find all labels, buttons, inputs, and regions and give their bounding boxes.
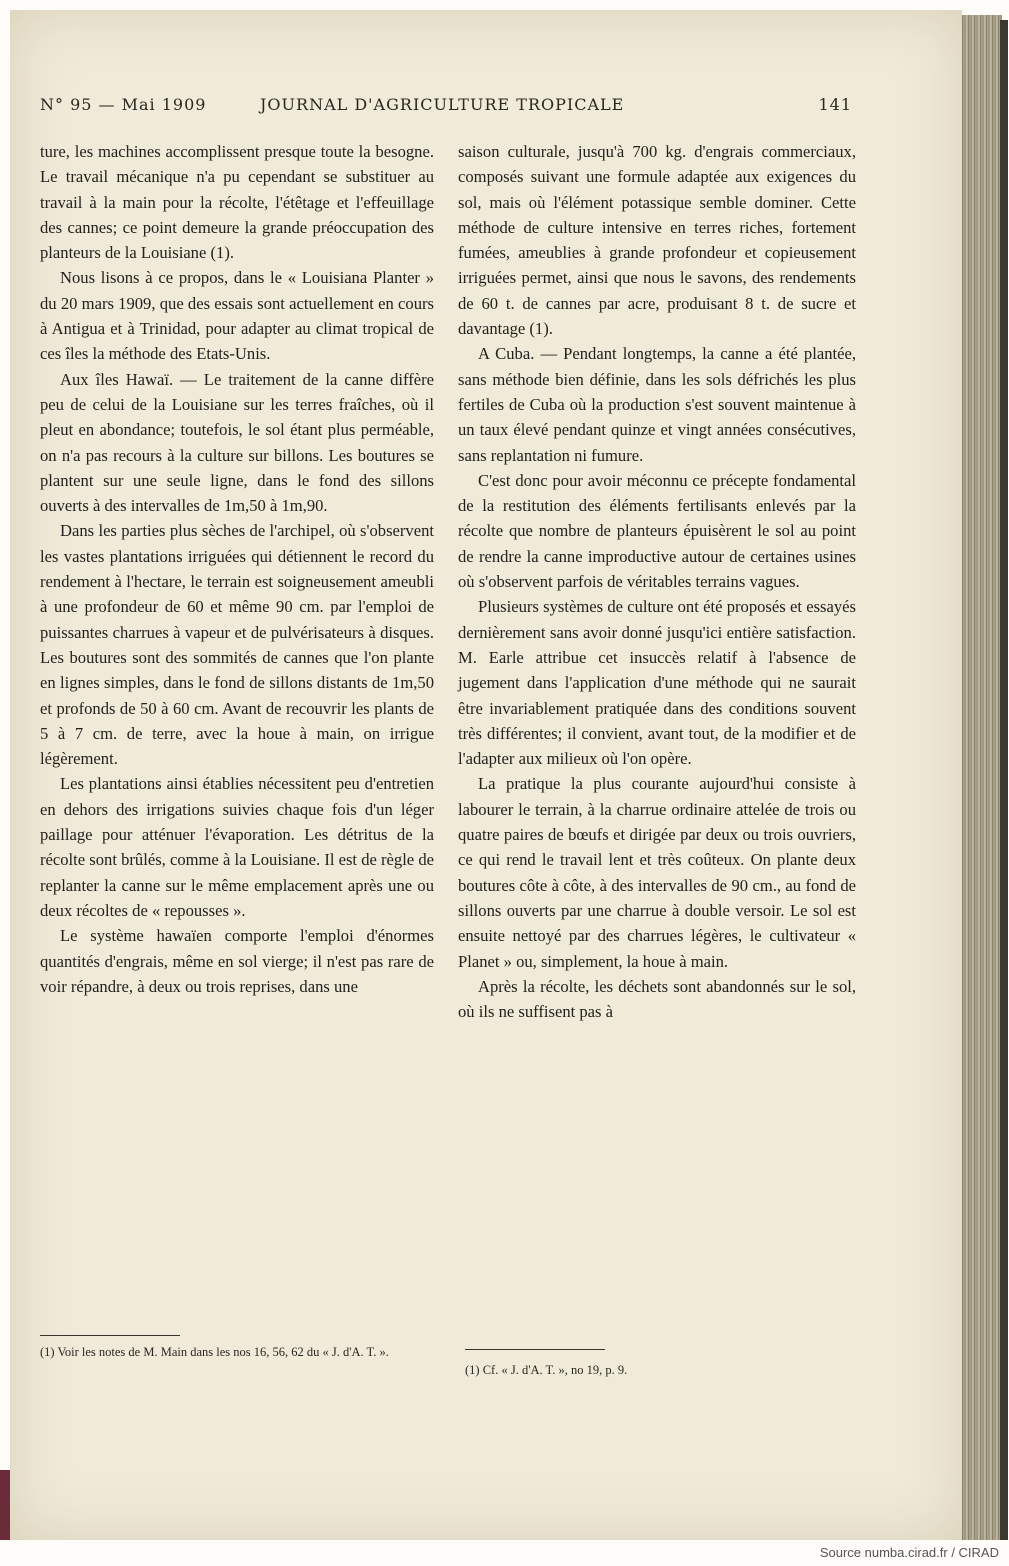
- footnote-left: (1) Voir les notes de M. Main dans les nos 16, 56, 62 du « J. d'A. T. ».: [40, 1345, 389, 1359]
- running-header: [40, 95, 852, 119]
- source-credit: Source numba.cirad.fr / CIRAD: [819, 1545, 999, 1560]
- paragraph: Le système hawaïen comporte l'emploi d'énormes quantités d'engrais, même en sol vierge; il n'est pas rare de voir répandre, à deux ou trois reprises, dans une: [40, 926, 434, 996]
- paragraph: Plusieurs systèmes de culture ont été proposés et essayés dernièrement sans avoir donné jusqu'ici entière satisfaction. M. Earle attribue cet insuccès relatif à l'absence de jugement dans l'application d'une méthode qui ne saurait être invariablement pratiquée dans des conditions souvent très différentes; il convient, avant tout, de la modifier et de l'adapter aux milieux où l'on opère.: [458, 597, 856, 769]
- paragraph: Aux îles Hawaï. — Le traitement de la canne diffère peu de celui de la Louisiane sur les terres fraîches, où il pleut en abondance; toutefois, le sol étant plus perméable, on n'a pas recours à la culture sur billons. Les boutures se plantent sur une seule ligne, dans le fond des sillons ouverts à des intervalles de 1m,50 à 1m,90.: [40, 369, 434, 516]
- paragraph: C'est donc pour avoir méconnu ce précepte fondamental de la restitution des éléments fertilisants enlevés par la récolte que nombre de planteurs épuisèrent le sol au point de rendre la canne improductive autour de certaines usines où s'observent parfois de véritables terrains vagues.: [458, 470, 856, 592]
- page-edge: [962, 15, 1002, 1540]
- book-cover-edge: [1000, 20, 1008, 1540]
- paragraph: Après la récolte, les déchets sont abandonnés sur le sol, où ils ne suffisent pas à: [458, 976, 856, 1022]
- paragraph: Nous lisons à ce propos, dans le « Louisiana Planter » du 20 mars 1909, que des essais sont actuellement en cours à Antigua et à Trinidad, pour adapter au climat tropical de ces îles la méthode des Etats-Unis.: [40, 268, 434, 364]
- paragraph: ture, les machines accomplissent presque toute la besogne. Le travail mécanique n'a pu cependant se substituer au travail à la main pour la récolte, l'étêtage et l'effeuillage des cannes; ce point demeure la grande préoccupation des planteurs de la Louisiane (1).: [40, 142, 434, 263]
- paragraph: A Cuba. — Pendant longtemps, la canne a été plantée, sans méthode bien définie, dans les sols défrichés les plus fertiles de Cuba où la production s'est souvent maintenue à un taux élevé pendant quinze et vingt années consécutives, sans replantation ni fumure.: [458, 344, 856, 465]
- page-number: 141: [818, 95, 852, 114]
- left-column: [40, 139, 434, 999]
- paragraph: La pratique la plus courante aujourd'hui consiste à labourer le terrain, à la charrue ordinaire attelée de trois ou quatre paires de bœufs et dirigée par deux ou trois ouvriers, ce qui rend le travail lent et très coûteux. On plante deux boutures côte à côte, à des intervalles de 90 cm., au fond de sillons ouverts par une charrue à double versoir. Le sol est ensuite nettoyé par des charrues légères, le cultivateur « Planet » ou, simplement, la houe à main.: [458, 774, 856, 971]
- binding-corner: [0, 1470, 10, 1540]
- journal-title: JOURNAL D'AGRICULTURE TROPICALE: [260, 95, 625, 114]
- paragraph: Dans les parties plus sèches de l'archipel, où s'observent les vastes plantations irriguées qui détiennent le record du rendement à l'hectare, le terrain est soigneusement ameubli à une profondeur de 60 et même 90 cm. par l'emploi de puissantes charrues à vapeur et de pulvérisateurs à disques. Les boutures sont des sommités de cannes que l'on plante en lignes simples, dans le fond de sillons distants de 1m,50 et profonds de 50 à 60 cm. Avant de recouvrir les plants de 5 à 7 cm. de terre, avec la houe à main, on irrigue légèrement.: [40, 521, 434, 769]
- paragraph: Les plantations ainsi établies nécessitent peu d'entretien en dehors des irrigations suivies chaque fois d'un léger paillage pour atténuer l'évaporation. Les détritus de la récolte sont brûlés, comme à la Louisiane. Il est de règle de replanter la canne sur le même emplacement après une ou deux récoltes de « repousses ».: [40, 774, 434, 920]
- right-column: [458, 139, 856, 1024]
- issue-label: N° 95 — Mai 1909: [40, 95, 207, 114]
- paragraph: saison culturale, jusqu'à 700 kg. d'engrais commerciaux, composés suivant une formule adaptée aux exigences du sol, mais où l'élément potassique semble dominer. Cette méthode de culture intensive en terres riches, fortement fumées, ameublies à grande profondeur et copieusement irriguées permet, ainsi que nous le savons, des rendements de 60 t. de cannes par acre, produisant 8 t. de sucre et davantage (1).: [458, 142, 856, 339]
- footnote-rule-left: [40, 1335, 180, 1336]
- footnote-rule-right: [465, 1349, 605, 1350]
- footnote-right: (1) Cf. « J. d'A. T. », no 19, p. 9.: [465, 1363, 628, 1377]
